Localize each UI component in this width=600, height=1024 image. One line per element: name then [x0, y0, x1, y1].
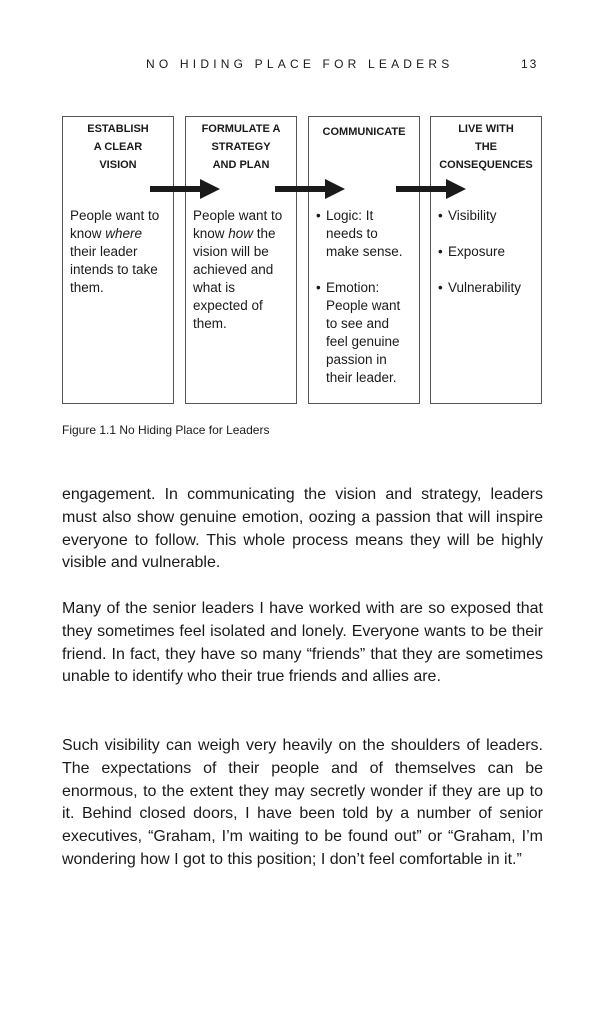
bullet-emotion: • Emotion: People want to see and feel genuine passion in their leader. — [316, 279, 413, 387]
box-heading-line: AND PLAN — [212, 159, 270, 171]
box-heading — [309, 123, 419, 141]
box-heading-line: ESTABLISH — [87, 123, 149, 135]
box-body — [316, 207, 413, 405]
bullet-list — [316, 207, 413, 387]
right-arrow-icon — [150, 178, 220, 200]
paragraph — [62, 598, 543, 689]
box-heading — [63, 120, 173, 174]
box-heading — [186, 120, 296, 174]
bullet-vulnerability: • Vulnerability — [438, 279, 535, 297]
box-body-text: their leader intends to take them. — [70, 244, 158, 295]
box-heading-line: COMMUNICATE — [322, 126, 406, 138]
running-head — [0, 57, 600, 73]
bullet-list — [438, 207, 535, 297]
box-communicate — [308, 116, 420, 404]
bullet-exposure: • Exposure — [438, 243, 535, 261]
box-body-emphasis: where — [105, 226, 143, 241]
paragraph-text: Many of the senior leaders I have worked with are so exposed that they sometimes feel isolated and lonely. Everyone wants to be their friend. In fact, they have so many “friends” that they are sometimes unable to identify who their true friends and allies are. — [62, 600, 543, 686]
bullet-logic: • Logic: It needs to make sense. — [316, 207, 413, 261]
paragraph — [62, 735, 543, 872]
box-body-text: People want to know — [193, 208, 283, 241]
paragraph — [62, 484, 543, 575]
box-heading-line: FORMULATE A — [201, 123, 281, 135]
figure-caption: Figure 1.1 No Hiding Place for Leaders — [62, 423, 270, 437]
box-body-text: People want to know — [70, 208, 160, 241]
paragraph-text: Such visibility can weigh very heavily on the shoulders of leaders. The expectations of their people and of themselves can be enormous, to the extent they may secretly wonder if they are up to it. Behind closed doors, I have been told by a number of senior executives, “Graham, I’m waiting to be found out” or “Graham, I’m wondering how I got to this position; I don’t feel comfortable in it.” — [62, 737, 543, 868]
box-heading-line: VISION — [99, 159, 137, 171]
box-establish-vision — [62, 116, 174, 404]
paragraph-text: engagement. In communicating the vision and strategy, leaders must also show genuine emotion, oozing a passion that will inspire everyone to follow. This whole process means they will be highly visible and vulnerable. — [62, 486, 543, 572]
box-body-emphasis: how — [228, 226, 254, 241]
figure-leadership-process — [62, 116, 542, 408]
bullet-visibility: • Visibility — [438, 207, 535, 225]
box-live-with-consequences — [430, 116, 542, 404]
box-body — [193, 207, 290, 333]
box-heading-line: STRATEGY — [211, 141, 271, 153]
running-head-title: NO HIDING PLACE FOR LEADERS — [146, 57, 454, 71]
page-number: 13 — [521, 57, 539, 71]
box-body — [70, 207, 167, 297]
box-formulate-strategy — [185, 116, 297, 404]
box-heading — [431, 120, 541, 174]
box-body — [438, 207, 535, 315]
right-arrow-icon — [396, 178, 466, 200]
box-heading-line: THE — [475, 141, 497, 153]
box-body-text: the vision will be achieved and what is expected of them. — [193, 226, 276, 331]
box-heading-line: CONSEQUENCES — [439, 159, 533, 171]
box-heading-line: LIVE WITH — [458, 123, 514, 135]
right-arrow-icon — [275, 178, 345, 200]
box-heading-line: A CLEAR — [93, 141, 143, 153]
